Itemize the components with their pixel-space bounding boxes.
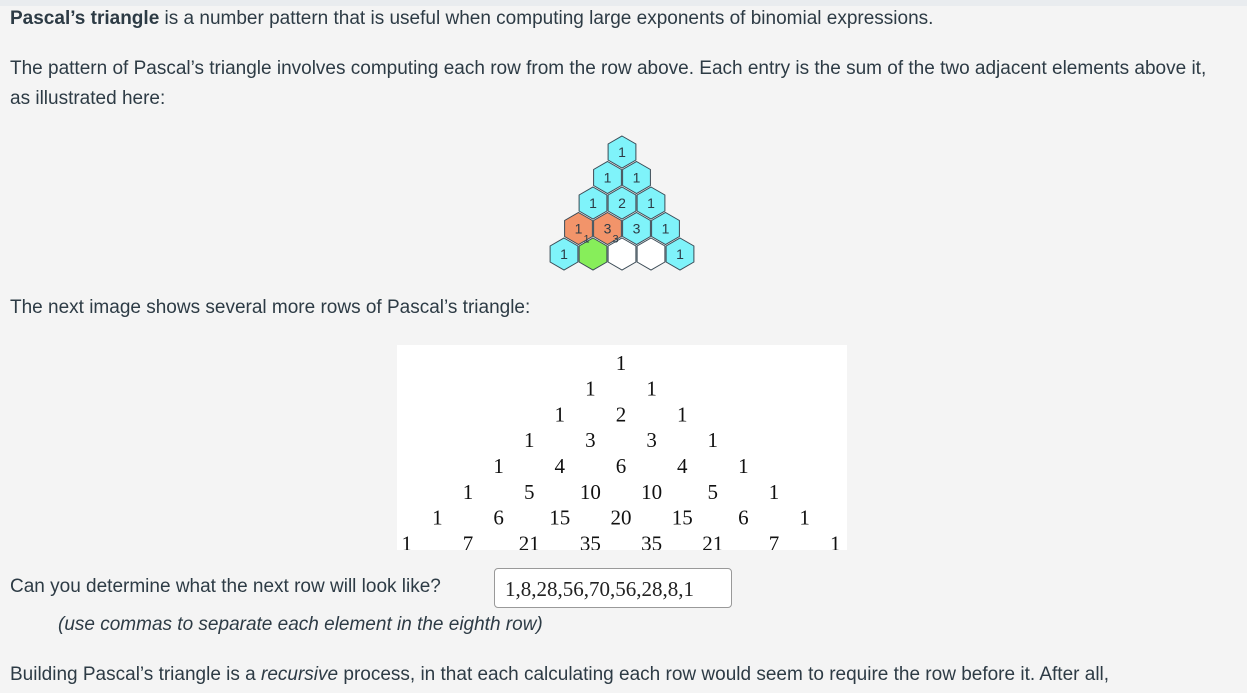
hexagon-label: 1 <box>589 195 597 211</box>
hexagon-label: 1 <box>603 169 612 186</box>
question-label: Can you determine what the next row will look like? <box>10 576 441 597</box>
triangle-entry: 6 <box>615 454 627 479</box>
triangle-entry: 35 <box>579 531 601 550</box>
hexagon-label: 1 <box>661 220 670 237</box>
triangle-entry: 1 <box>462 479 474 504</box>
hexagon-label: 1 <box>574 220 583 237</box>
triangle-entry: 15 <box>549 505 571 530</box>
triangle-entry: 1 <box>799 505 810 530</box>
triangle-entry: 1 <box>768 479 780 504</box>
intro-term: Pascal’s triangle <box>10 8 160 29</box>
intro-paragraph <box>10 4 1230 34</box>
triangle-entry: 10 <box>641 479 663 504</box>
hexagon-label: 1 <box>618 144 626 160</box>
triangle-entry: 21 <box>702 531 724 550</box>
triangle-entry: 5 <box>707 479 719 504</box>
hexagon-illustration <box>540 132 710 272</box>
pattern-paragraph: The pattern of Pascal’s triangle involves computing each row from the row above. Each entry is the sum of the two adjacent elements above it, as illustrated here: <box>10 58 1207 109</box>
triangle-entry: 1 <box>493 454 504 479</box>
triangle-entry: 7 <box>462 531 474 550</box>
hexagon-cell <box>637 238 665 270</box>
outro-text-start: Building Pascal’s triangle is a <box>10 664 262 685</box>
outro-text-end: process, in that each calculating each row would seem to require the row before it. After all, <box>338 664 1110 685</box>
triangle-entry: 1 <box>432 505 443 530</box>
hexagon-label: 2 <box>618 195 626 211</box>
triangle-entry: 15 <box>671 505 693 530</box>
triangle-entry: 7 <box>768 531 780 550</box>
triangle-entry: 1 <box>523 428 535 453</box>
triangle-entry: 1 <box>829 531 841 550</box>
outro-paragraph <box>10 660 1230 690</box>
triangle-entry: 4 <box>554 454 566 479</box>
triangle-entry: 1 <box>646 376 657 401</box>
pascal-triangle-figure <box>397 345 847 550</box>
triangle-entry: 35 <box>641 531 663 550</box>
hexagon-triangle-figure <box>540 132 710 272</box>
triangle-entry: 1 <box>676 402 688 427</box>
hexagon-label: 1 <box>560 246 568 262</box>
answer-input[interactable]: 1,8,28,56,70,56,28,8,1 <box>494 568 732 608</box>
triangle-entry: 6 <box>738 505 749 530</box>
hexagon-label: 1 <box>632 169 641 186</box>
hexagon-label: 3 <box>603 220 612 237</box>
next-image-paragraph: The next image shows several more rows of Pascal’s triangle: <box>10 297 531 318</box>
hexagon-addend-label: 1 <box>583 233 590 246</box>
hexagon-label: 3 <box>632 220 641 237</box>
hexagon-addend-label: 3 <box>612 233 619 246</box>
triangle-entry: 1 <box>401 531 413 550</box>
pascal-triangle-image <box>397 345 847 550</box>
hexagon-label: 1 <box>676 246 684 262</box>
triangle-entry: 4 <box>676 454 688 479</box>
hexagon-label: 1 <box>647 195 655 211</box>
outro-emphasis: recursive <box>261 664 339 685</box>
triangle-entry: 3 <box>646 428 657 453</box>
answer-hint: (use commas to separate each element in the eighth row) <box>58 614 543 635</box>
triangle-entry: 3 <box>585 428 596 453</box>
triangle-entry: 1 <box>585 376 596 401</box>
triangle-entry: 21 <box>518 531 540 550</box>
triangle-entry: 2 <box>615 402 627 427</box>
triangle-entry: 1 <box>615 350 627 375</box>
triangle-entry: 5 <box>523 479 535 504</box>
triangle-entry: 1 <box>738 454 749 479</box>
triangle-entry: 1 <box>554 402 566 427</box>
triangle-entry: 6 <box>493 505 504 530</box>
triangle-entry: 1 <box>707 428 719 453</box>
triangle-entry: 10 <box>579 479 601 504</box>
triangle-entry: 20 <box>610 505 632 530</box>
intro-text: is a number pattern that is useful when computing large exponents of binomial expressions. <box>159 8 934 29</box>
